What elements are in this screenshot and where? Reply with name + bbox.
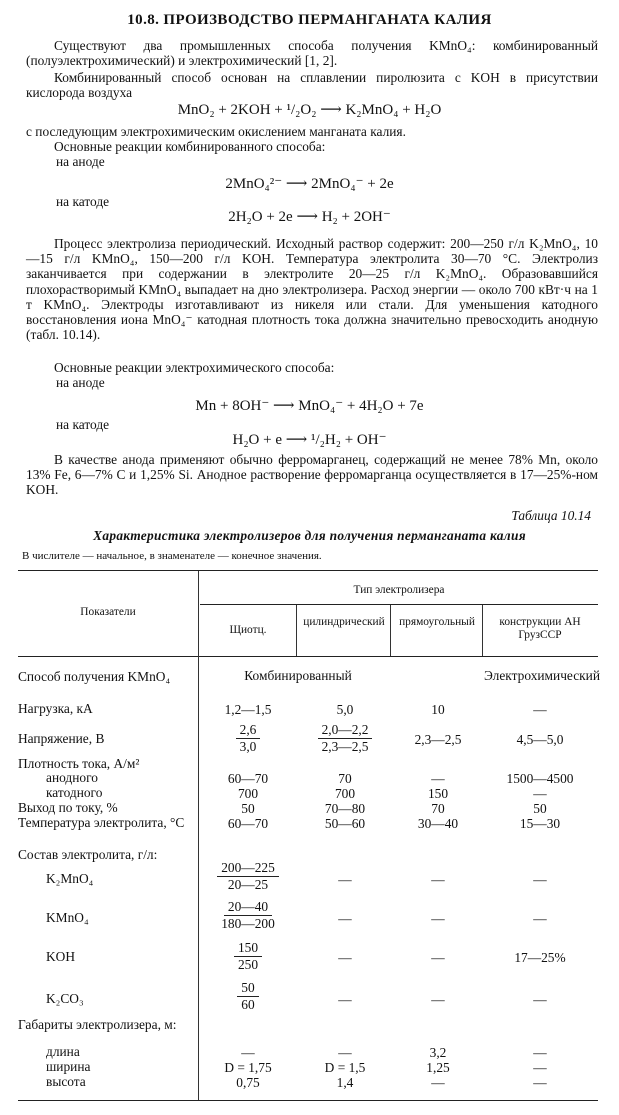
cell-length-2: — [338,1045,352,1060]
header-col-schiotz: Щиотц. [229,624,267,636]
table-vertical-rule [198,571,199,1100]
cell-k2mno4-2: — [338,872,352,887]
row-label-k2co3: K₂CO₃ [46,991,84,1006]
label-cathode-2: на катоде [56,417,110,432]
paragraph-combined-method: Комбинированный способ основан на сплавлении пиролюзита с KOH в присутствии кислорода воздуха [26,70,598,101]
cell-k2co3-3: — [431,992,445,1007]
row-label-anodic: анодного [46,770,98,785]
cell-koh-1 [200,940,296,973]
cell-load-4: — [533,702,547,717]
fraction-numerator: 200—225 [217,860,279,877]
cell-k2mno4-1 [200,860,296,893]
cell-voltage-4: 4,5—5,0 [516,732,564,747]
header-col-rectangular: прямоугольный [399,616,475,628]
cell-voltage-1 [200,722,296,755]
cell-width-1: D = 1,75 [224,1060,272,1075]
cell-length-3: 3,2 [429,1045,447,1060]
fraction-numerator: 50 [237,980,258,997]
section-title: 10.8. ПРОИЗВОДСТВО ПЕРМАНГАНАТА КАЛИЯ [127,12,492,28]
paragraph-ferromanganese: В качестве анода применяют обычно ферромарганец, содержащий не менее 78% Mn, около 13% Fe, 6—7% C и 1,25% Si. Анодное растворение ферромарганца осуществляется в 17—25%-ном KOH. [26,452,598,498]
header-electrolyzer-type: Тип электролизера [353,584,445,596]
table-title: Характеристика электролизеров для получения перманганата калия [93,528,526,543]
label-anode-1: на аноде [56,154,105,169]
fraction-denominator: 250 [237,957,259,972]
cell-voltage-3: 2,3—2,5 [414,732,462,747]
cell-anodic-3: — [431,771,445,786]
fraction-denominator: 2,3—2,5 [321,739,369,754]
cell-k2co3-4: — [533,992,547,1007]
row-label-temperature: Температура электролита, °C [18,815,185,830]
cell-kmno4-2: — [338,911,352,926]
fraction-numerator: 20—40 [224,899,272,916]
cell-k2mno4-4: — [533,872,547,887]
cell-yield-4: 50 [533,801,547,816]
row-label-kmno4: KMnO₄ [46,910,89,925]
cell-kmno4-1 [200,899,296,932]
row-label-cathodic: катодного [46,785,103,800]
cell-height-1: 0,75 [236,1075,260,1090]
table-top-rule [18,570,598,571]
cell-kmno4-4: — [533,911,547,926]
cell-anodic-1: 60—70 [227,771,269,786]
cell-method-electrochemical: Электрохимический [484,668,600,683]
cell-width-3: 1,25 [426,1060,450,1075]
row-label-current-density: Плотность тока, А/м² [18,756,140,771]
cell-k2mno4-3: — [431,872,445,887]
row-label-k2mno4: K₂MnO₄ [46,871,94,886]
paragraph-reactions-combined: Основные реакции комбинированного способа: [54,139,326,154]
row-label-load: Нагрузка, кА [18,701,93,716]
cell-load-3: 10 [431,702,445,717]
row-label-koh: KOH [46,949,76,964]
paragraph-reactions-electrochemical: Основные реакции электрохимического способа: [54,360,335,375]
cell-anodic-4: 1500—4500 [506,771,574,786]
row-label-voltage: Напряжение, В [18,731,105,746]
cell-width-2: D = 1,5 [324,1060,366,1075]
table-vertical-rule [296,605,297,656]
table-caption: Таблица 10.14 [511,508,591,523]
equation-cathode-1: 2H₂O + 2e ⟶ H₂ + 2OH⁻ [228,209,391,225]
row-label-dimensions: Габариты электролизера, м: [18,1017,177,1032]
cell-voltage-2 [298,722,392,755]
cell-yield-3: 70 [431,801,445,816]
row-label-composition: Состав электролита, г/л: [18,847,158,862]
cell-temp-4: 15—30 [519,816,561,831]
cell-yield-1: 50 [241,801,255,816]
cell-koh-3: — [431,950,445,965]
cell-load-1: 1,2—1,5 [224,702,272,717]
table-header-bottom-rule [18,656,598,657]
table-note: В числителе — начальное, в знаменателе — конечное значения. [22,550,322,562]
cell-temp-1: 60—70 [227,816,269,831]
header-indicators: Показатели [80,606,136,618]
cell-k2co3-2: — [338,992,352,1007]
cell-yield-2: 70—80 [324,801,366,816]
fraction-denominator: 3,0 [239,739,257,754]
cell-koh-4: 17—25% [514,950,566,965]
cell-kmno4-3: — [431,911,445,926]
header-col-ge-ssr: конструкции АН ГрузССР [499,616,581,641]
row-label-height: высота [46,1074,86,1089]
cell-k2co3-1 [200,980,296,1013]
cell-cathodic-3: 150 [427,786,449,801]
row-label-length: длина [46,1044,80,1059]
fraction-denominator: 20—25 [227,877,269,892]
fraction-numerator: 150 [234,940,262,957]
cell-cathodic-2: 700 [334,786,356,801]
row-label-width: ширина [46,1059,91,1074]
row-label-method: Способ получения KMnO₄ [18,669,171,684]
equation-anode-1: 2MnO₄²⁻ ⟶ 2MnO₄⁻ + 2e [225,176,394,192]
label-cathode-1: на катоде [56,194,110,209]
fraction-denominator: 180—200 [221,916,275,931]
header-col-cylindrical: цилиндрический [303,616,385,628]
cell-temp-3: 30—40 [417,816,459,831]
cell-cathodic-1: 700 [237,786,259,801]
table-header-subrule [200,604,598,605]
label-anode-2: на аноде [56,375,105,390]
cell-anodic-2: 70 [338,771,352,786]
cell-cathodic-4: — [533,786,547,801]
fraction-numerator: 2,6 [236,722,261,739]
cell-length-4: — [533,1045,547,1060]
paragraph-intro: Существуют два промышленных способа получения KMnO₄: комбинированный (полуэлектрохимический) и электрохимический [1, 2]. [26,38,598,69]
cell-height-2: 1,4 [336,1075,354,1090]
fraction-numerator: 2,0—2,2 [318,722,373,739]
paragraph-electrolysis-process: Процесс электролиза периодический. Исходный раствор содержит: 200—250 г/л K₂MnO₄, 10—15 г/л KMnO₄, 150—200 г/л KOH. Температура электролита 30—70 °C. Электролиз заканчивается при содержании в электролите 20—25 г/л K₂MnO₄. Образовавшийся плохорастворимый KMnO₄ выпадает на дно электролизера. Расход энергии — около 700 кВт·ч на 1 т KMnO₄. Электроды изготавливают из никеля или стали. Для уменьшения катодного восстановления иона MnO₄⁻ катодная плотность тока должна значительно превосходить анодную (табл. 10.14). [26,236,598,343]
cell-width-4: — [533,1060,547,1075]
cell-method-combined: Комбинированный [244,668,352,683]
table-vertical-rule [482,605,483,656]
equation-cathode-2: H₂O + e ⟶ ¹/₂H₂ + OH⁻ [232,432,387,448]
fraction-denominator: 60 [241,997,255,1012]
equation-fusion: MnO₂ + 2KOH + ¹/₂O₂ ⟶ K₂MnO₄ + H₂O [177,102,442,118]
row-label-current-yield: Выход по току, % [18,800,118,815]
table-vertical-rule [390,605,391,656]
cell-temp-2: 50—60 [324,816,366,831]
equation-anode-2: Mn + 8OH⁻ ⟶ MnO₄⁻ + 4H₂O + 7e [195,398,424,414]
cell-length-1: — [241,1045,255,1060]
cell-load-2: 5,0 [336,702,354,717]
table-bottom-rule [18,1100,598,1101]
cell-koh-2: — [338,950,352,965]
cell-height-3: — [431,1075,445,1090]
cell-height-4: — [533,1075,547,1090]
paragraph-oxidation: с последующим электрохимическим окислением манганата калия. [26,124,406,139]
